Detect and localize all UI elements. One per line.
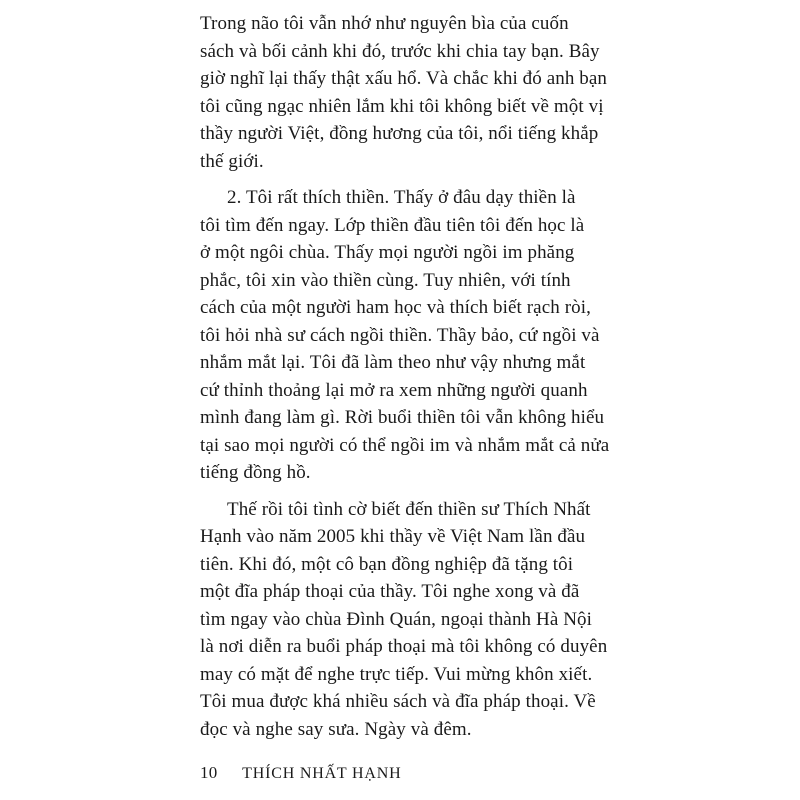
page-footer [200, 762, 401, 785]
page-number: 10 [200, 763, 218, 782]
body-text [200, 10, 610, 743]
text-line: tôi tìm đến ngay. Lớp thiền đầu tiên tôi đến học là [200, 214, 585, 236]
text-line: mình đang làm gì. Rời buổi thiền tôi vẫn không hiểu [200, 407, 605, 428]
text-line: Hạnh vào năm 2005 khi thầy về Việt Nam lần đầu [200, 526, 586, 547]
text-line: tiếng đồng hồ. [200, 462, 311, 483]
text-line: ở một ngôi chùa. Thấy mọi người ngồi im phăng [200, 242, 575, 263]
text-line: tại sao mọi người có thể ngồi im và nhắm mắt cả nửa [200, 434, 610, 456]
text-line: 2. Tôi rất thích thiền. Thấy ở đâu dạy thiền là [227, 187, 576, 208]
text-line: phắc, tôi xin vào thiền cùng. Tuy nhiên, với tính [200, 269, 571, 291]
text-line: nhắm mắt lại. Tôi đã làm theo như vậy nhưng mắt [200, 352, 586, 373]
text-line: thầy người Việt, đồng hương của tôi, nổi tiếng khắp [200, 123, 599, 144]
paragraph-2 [200, 184, 610, 487]
paragraph-spacer [200, 487, 610, 496]
text-line: sách và bối cảnh khi đó, trước khi chia tay bạn. Bây [200, 40, 600, 62]
text-line: Trong não tôi vẫn nhớ như nguyên bìa của cuốn [200, 13, 569, 34]
text-line: may có mặt để nghe trực tiếp. Vui mừng khôn xiết. [200, 663, 593, 685]
running-head: THÍCH NHẤT HẠNH [242, 765, 402, 782]
text-line: tiên. Khi đó, một cô bạn đồng nghiệp đã tặng tôi [200, 553, 574, 575]
text-line: là nơi diễn ra buổi pháp thoại mà tôi không có duyên [200, 636, 608, 657]
text-line: một đĩa pháp thoại của thầy. Tôi nghe xong và đã [200, 581, 580, 602]
text-line: tôi cũng ngạc nhiên lắm khi tôi không biết về một vị [200, 95, 604, 117]
paragraph-3 [200, 496, 610, 744]
text-line: cứ thỉnh thoảng lại mở ra xem những người quanh [200, 379, 588, 401]
text-line: đọc và nghe say sưa. Ngày và đêm. [200, 718, 472, 740]
paragraph-1 [200, 10, 610, 175]
text-line: cách của một người ham học và thích biết rạch ròi, [200, 297, 591, 318]
paragraph-spacer [200, 175, 610, 184]
text-line: Thế rồi tôi tình cờ biết đến thiền sư Thích Nhất [227, 498, 591, 520]
text-line: tìm ngay vào chùa Đình Quán, ngoại thành Hà Nội [200, 608, 593, 630]
text-line: tôi hỏi nhà sư cách ngồi thiền. Thầy bảo, cứ ngồi và [200, 324, 600, 346]
text-line: giờ nghĩ lại thấy thật xấu hổ. Và chắc khi đó anh bạn [200, 68, 608, 89]
text-line: Tôi mua được khá nhiều sách và đĩa pháp thoại. Về [200, 691, 596, 712]
text-line: thế giới. [200, 150, 264, 172]
